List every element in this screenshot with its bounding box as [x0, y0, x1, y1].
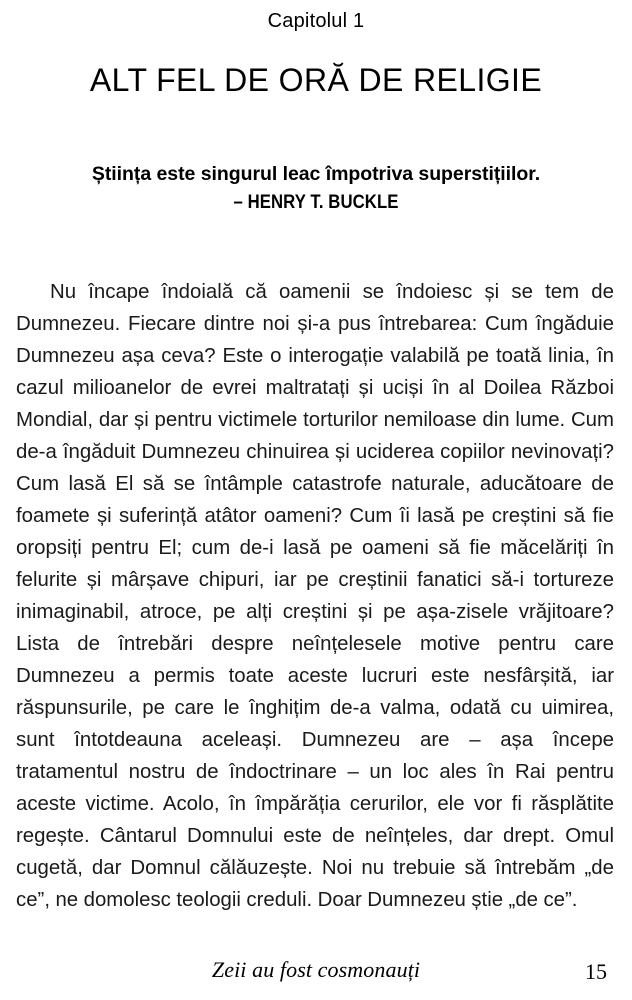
- body-text: [16, 276, 614, 916]
- footer-book-title: Zeii au fost cosmonauți: [211, 957, 421, 982]
- running-footer: [16, 956, 616, 986]
- body-paragraph: Nu încape îndoială că oamenii se îndoiesc și se tem de Dumnezeu. Fiecare dintre noi și-a pus întrebarea: Cum îngăduie Dumnezeu așa ceva? Este o interogație valabilă pe toată linia, în cazul milioanelor de evrei maltratați și uciși în al Doilea Război Mondial, dar și pentru victimele torturilor nemiloase din lume. Cum de-a îngăduit Dumnezeu chinuirea și uciderea copiilor nevinovați? Cum lasă El să se întâmple catastrofe naturale, aducătoare de foamete și suferință atâtor oameni? Cum îi lasă pe creștini să fie oropsiți pentru El; cum de-i lasă pe oameni să fie măcelăriți în felurite și mârșave chipuri, iar pe creștinii fanatici să-i tortureze inimaginabil, atroce, pe alți creștini și pe așa-zisele vrăjitoare? Lista de întrebări despre neînțelesele motive pentru care Dumnezeu a permis toate aceste lucruri este nesfârșită, iar răspunsurile, pe care le înghițim de-a valma, odată cu uimirea, sunt întotdeauna aceleași. Dumnezeu are – așa începe tratamentul nostru de îndoctrinare – un loc ales în Rai pentru aceste victime. Acolo, în împărăția cerurilor, ele vor fi răsplătite regește. Cântarul Domnului este de neînțeles, dar drept. Omul cugetă, dar Domnul călăuzește. Noi nu trebuie să întrebăm „de ce”, ne domolesc teologii creduli. Doar Dumnezeu știe „de ce”.: [16, 281, 614, 911]
- epigraph-quote: Știința este singurul leac împotriva superstițiilor.: [91, 163, 541, 185]
- epigraph: [0, 99, 632, 216]
- chapter-title: ALT FEL DE ORĂ DE RELIGIE: [89, 62, 543, 98]
- page-number: 15: [585, 959, 607, 984]
- epigraph-attribution: – HENRY T. BUCKLE: [233, 192, 399, 213]
- chapter-label: Capitolul 1: [267, 10, 365, 32]
